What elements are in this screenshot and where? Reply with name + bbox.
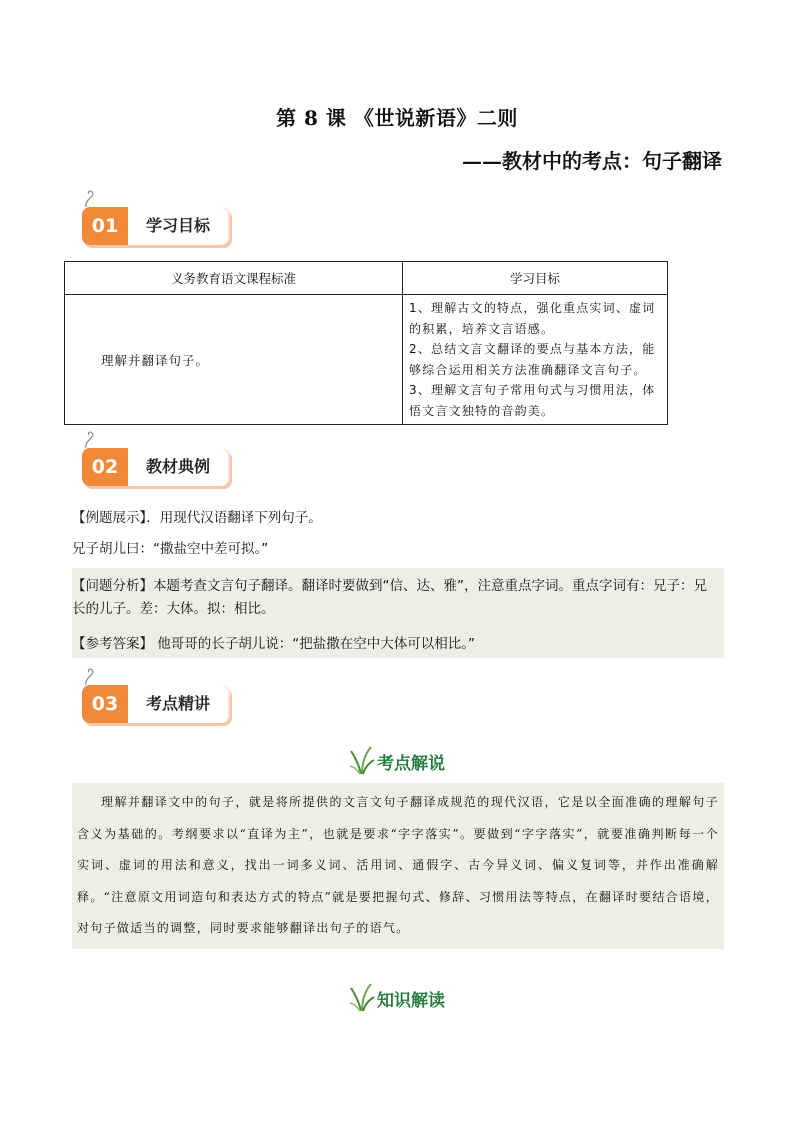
objective-item: 1、理解古文的特点，强化重点实词、虚词的积累，培养文言语感。: [409, 301, 656, 336]
analysis-line: 长的儿子。差：大体。拟：相比。: [72, 601, 275, 617]
objective-item: 2、总结文言文翻译的要点与基本方法，能够综合运用相关方法准确翻译文言句子。: [409, 342, 656, 377]
example-prompt: 【例题展示】．用现代汉语翻译下列句子。: [72, 510, 322, 526]
section-label: 考点精讲: [128, 685, 228, 723]
objective-item: 3、理解文言句子常用句式与习惯用法，体悟文言文独特的音韵美。: [409, 383, 656, 418]
zhishi-heading-text: 知识解读: [377, 991, 445, 1011]
kaodian-heading-text: 考点解说: [377, 754, 445, 774]
kaodian-heading: [0, 745, 794, 775]
section-number: 02: [82, 448, 128, 486]
lesson-title: 第 8 课 《世说新语》二则: [276, 106, 518, 130]
section-badge-01: [82, 190, 232, 246]
section-badge-02: [82, 431, 232, 487]
section-number: 01: [82, 207, 128, 245]
curl-icon: [82, 190, 102, 208]
lesson-subtitle: ——教材中的考点：句子翻译: [462, 149, 722, 173]
section-number: 03: [82, 685, 128, 723]
curl-icon: [82, 431, 102, 449]
table-header: 义务教育语文课程标准: [65, 262, 403, 295]
standard-cell: 理解并翻译句子。: [65, 295, 403, 425]
analysis-line: 【问题分析】本题考查文言句子翻译。翻译时要做到“信、达、雅”，注意重点字词。重点字词有：兄子：兄: [72, 578, 707, 594]
zhishi-heading: [0, 982, 794, 1012]
analysis-block: [72, 568, 724, 630]
section-badge-03: [82, 668, 232, 724]
goals-table: [64, 261, 668, 425]
plant-icon: [349, 745, 375, 775]
section-label: 教材典例: [128, 448, 228, 486]
plant-icon: [349, 982, 375, 1012]
kaodian-paragraph: 理解并翻译文中的句子，就是将所提供的文言文句子翻译成规范的现代汉语，它是以全面准确的理解句子含义为基础的。考纲要求以“直译为主”，也就是要求“字字落实”。要做到“字字落实”，就要准确判断每一个实词、虚词的用法和意义，找出一词多义词、活用词、通假字、古今异义词、偏义复词等，并作出准确解释。“注意原文用词造句和表达方式的特点”就是要把握句式、修辞、习惯用法等特点，在翻译时要结合语境，对句子做适当的调整，同时要求能够翻译出句子的语气。: [72, 783, 724, 949]
example-sentence: 兄子胡儿曰：“撒盐空中差可拟。”: [72, 541, 269, 557]
curl-icon: [82, 668, 102, 686]
objectives-cell: [403, 295, 668, 425]
section-label: 学习目标: [128, 207, 228, 245]
table-header: 学习目标: [403, 262, 668, 295]
answer-line: 【参考答案】 他哥哥的长子胡儿说：“把盐撒在空中大体可以相比。”: [72, 630, 724, 658]
